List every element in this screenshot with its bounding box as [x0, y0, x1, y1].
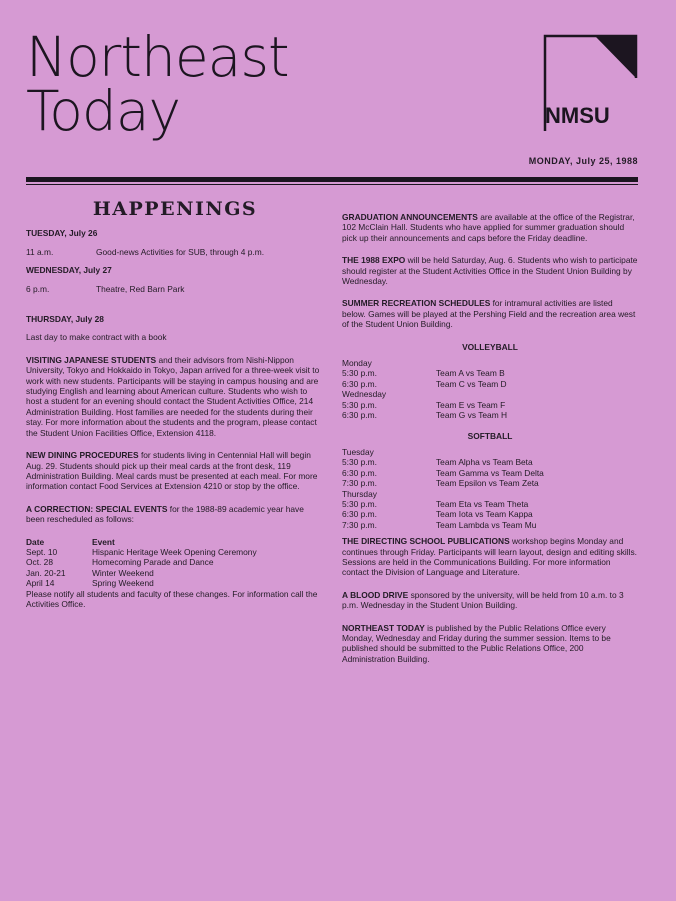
article-head: GRADUATION ANNOUNCEMENTS — [342, 212, 478, 222]
article — [342, 623, 638, 665]
article-head: THE 1988 EXPO — [342, 255, 406, 266]
masthead-rule-thin — [26, 184, 638, 185]
event-time: 6 p.m. — [26, 283, 50, 294]
schedule-match: Team Iota vs Team Kappa — [436, 509, 533, 520]
article — [26, 450, 324, 492]
schedule-time: 5:30 p.m. — [342, 457, 377, 468]
schedule-match: Team Lambda vs Team Mu — [436, 519, 537, 530]
nmsu-logo — [543, 34, 638, 131]
table-cell: Sept. 10 — [26, 546, 58, 557]
issue-date: MONDAY, July 25, 1988 — [528, 156, 638, 166]
table-row — [342, 499, 544, 509]
schedule-day: Wednesday — [342, 389, 387, 400]
article-body: for intramural activities are listed below. Games will be played at the Pershing Field and the recreation area west of the Student Union Building. — [342, 298, 636, 330]
article — [342, 298, 638, 329]
table-cell: Homecoming Parade and Dance — [92, 557, 214, 568]
day-heading: THURSDAY, July 28 — [26, 314, 104, 325]
schedule-time: 6:30 p.m. — [342, 410, 377, 421]
events-table — [26, 537, 257, 589]
table-row — [342, 379, 507, 389]
day-heading: TUESDAY, July 26 — [26, 228, 98, 239]
schedule-match: Team E vs Team F — [436, 399, 506, 410]
article-body: for students living in Centennial Hall will begin Aug. 29. Students should pick up their meal cards at the front desk, 119 Administration Building. Meal cards must be presented at each meal. For more information contact Food Services at Extension 4210 or stop by the office. — [26, 450, 318, 492]
table-row — [342, 410, 507, 420]
right-column — [342, 212, 638, 676]
table-row — [26, 557, 257, 567]
article — [342, 255, 638, 286]
article-body: are available at the office of the Registrar, 102 McClain Hall. Students who have applied for summer graduation should pick up their announcements and caps before the Friday deadline. — [342, 212, 635, 243]
article — [342, 536, 638, 578]
schedule-time: 5:30 p.m. — [342, 368, 377, 379]
article-head: A CORRECTION: SPECIAL EVENTS — [26, 503, 168, 514]
table-row — [26, 547, 257, 557]
schedule-time: 6:30 p.m. — [342, 378, 377, 389]
logo-text: NMSU — [545, 103, 610, 128]
table-row — [342, 368, 507, 378]
article-body: workshop begins Monday and continues through Friday. Participants will learn layout, design and editing skills. Sessions are held in the Communications Building. For more information contact the Division of Language and Literature. — [342, 536, 637, 578]
article-body: and their advisors from Nishi-Nippon University, Tokyo and Hokkaido in Tokyo, Japan arrived for a three-week visit to work with new students. Participants will be staying in campus housing and are studying English and learning about American culture. Students who wish to host a student for an evening should contact the Student Activities Office, 214 Administration Building. Host families are needed for the students during their stay. For more information about the students and the program, please contact the Student Union Facilities Office, Extension 4118. — [26, 354, 320, 438]
article-head: THE DIRECTING SCHOOL PUBLICATIONS — [342, 536, 510, 547]
schedule-match: Team A vs Team B — [436, 368, 505, 379]
article-head: VISITING JAPANESE STUDENTS — [26, 354, 157, 365]
table-cell: Jan. 20-21 — [26, 567, 66, 578]
event-time: 11 a.m. — [26, 246, 54, 257]
schedule-match: Team Alpha vs Team Beta — [436, 457, 533, 468]
schedule-time: 7:30 p.m. — [342, 519, 377, 530]
happenings-note: Last day to make contract with a book — [26, 332, 167, 343]
sport-title: VOLLEYBALL — [462, 341, 518, 352]
table-row — [342, 478, 544, 488]
article-head: NORTHEAST TODAY — [342, 622, 425, 633]
table-cell: Winter Weekend — [92, 567, 154, 578]
table-footer: Please notify all students and faculty of these changes. For information call the Activities Office. — [26, 588, 318, 609]
event-desc: Good-news Activities for SUB, through 4 p.m. — [96, 246, 265, 257]
schedule-day: Monday — [342, 358, 372, 369]
table-row — [342, 358, 507, 368]
masthead-line2: Today — [26, 79, 181, 143]
table-row — [342, 468, 544, 478]
article-body: is published by the Public Relations Office every Monday, Wednesday and Friday during the summer session. Items to be published should be submitted to the Public Relations Office, 200 Administration Building. — [342, 622, 611, 664]
schedule-match: Team Gamma vs Team Delta — [436, 467, 544, 478]
article-head: SUMMER RECREATION SCHEDULES — [342, 298, 491, 309]
table-row — [342, 447, 544, 457]
schedule-time: 6:30 p.m. — [342, 467, 377, 478]
table-cell: Hispanic Heritage Week Opening Ceremony — [92, 546, 257, 557]
schedule-match: Team Epsilon vs Team Zeta — [436, 478, 539, 489]
article — [342, 590, 638, 611]
article — [342, 212, 638, 243]
table-header: Event — [92, 536, 115, 547]
schedule-match: Team C vs Team D — [436, 378, 507, 389]
table-row — [342, 457, 544, 467]
schedule-day: Thursday — [342, 488, 377, 499]
left-column — [26, 198, 324, 621]
table-row — [342, 509, 544, 519]
day-heading: WEDNESDAY, July 27 — [26, 265, 112, 276]
table-row — [26, 537, 257, 547]
event-row — [26, 284, 324, 294]
schedule-time: 7:30 p.m. — [342, 478, 377, 489]
article — [26, 504, 324, 525]
table-cell: Spring Weekend — [92, 578, 154, 589]
article-body: for the 1988-89 academic year have been rescheduled as follows: — [26, 503, 304, 525]
section-title: HAPPENINGS — [92, 198, 258, 220]
table-cell: Oct. 28 — [26, 557, 53, 568]
table-row — [342, 520, 544, 530]
table-row — [26, 568, 257, 578]
table-row — [342, 489, 544, 499]
event-row — [26, 247, 324, 257]
table-row — [342, 400, 507, 410]
masthead-line1: Northeast — [26, 25, 289, 89]
article-body: sponsored by the university, will be held from 10 a.m. to 3 p.m. Wednesday in the Student Union Building. — [342, 589, 624, 611]
schedule-match: Team Eta vs Team Theta — [436, 498, 529, 509]
sport-title: SOFTBALL — [467, 430, 513, 441]
table-row — [342, 389, 507, 399]
schedule-time: 6:30 p.m. — [342, 509, 377, 520]
schedule-time: 5:30 p.m. — [342, 498, 377, 509]
schedule-match: Team G vs Team H — [436, 410, 508, 421]
event-desc: Theatre, Red Barn Park — [96, 283, 185, 294]
schedule-table — [342, 358, 507, 420]
article-head: NEW DINING PROCEDURES — [26, 450, 139, 461]
schedule-day: Tuesday — [342, 446, 374, 457]
article-body: will be held Saturday, Aug. 6. Students who wish to participate should register at the Student Activities Office in the Student Union Building by Wednesday. — [342, 255, 638, 287]
table-header: Date — [26, 536, 45, 547]
table-cell: April 14 — [26, 578, 55, 589]
masthead-rule — [26, 177, 638, 182]
masthead-title — [26, 25, 289, 143]
article-head: A BLOOD DRIVE — [342, 589, 409, 600]
schedule-table — [342, 447, 544, 530]
schedule-time: 5:30 p.m. — [342, 399, 377, 410]
table-row — [26, 578, 257, 588]
article — [26, 355, 324, 438]
